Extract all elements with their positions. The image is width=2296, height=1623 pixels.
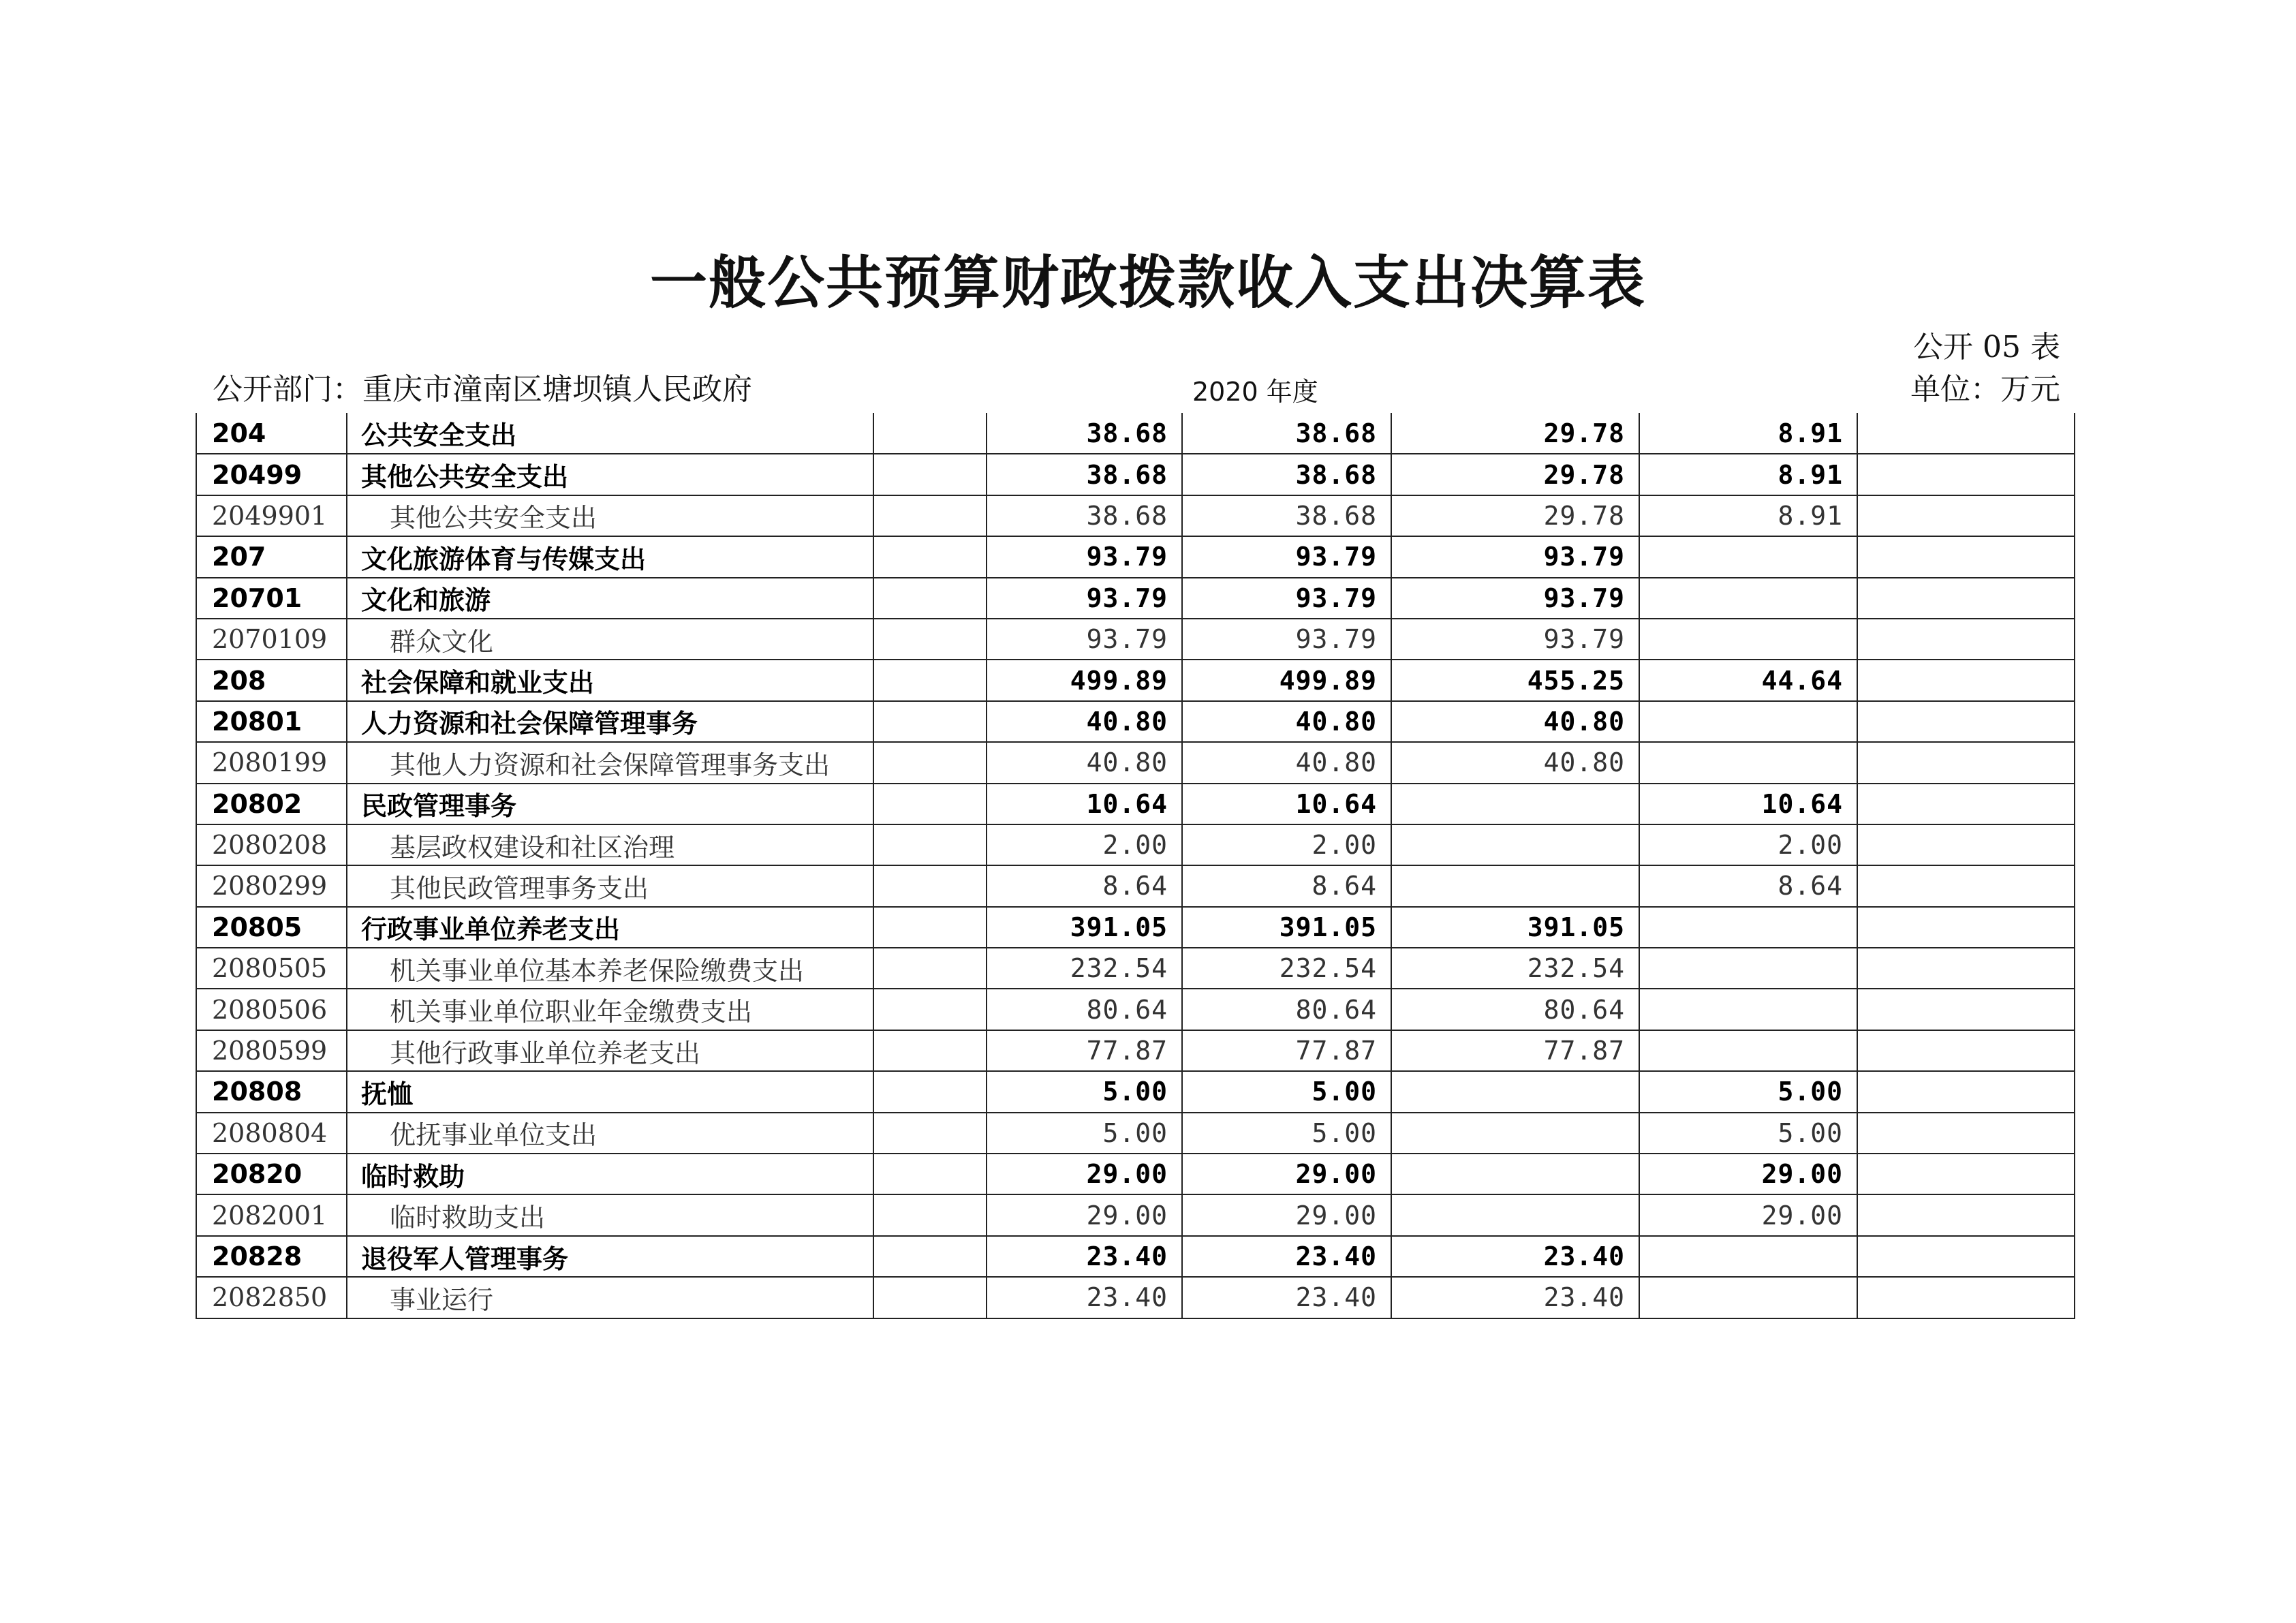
- table-title: 一般公共预算财政拨款收入支出决算表: [649, 249, 1646, 316]
- cell-code: 20828: [196, 1236, 347, 1277]
- cell-subtotal: 40.80: [1182, 742, 1391, 783]
- table-row: [196, 619, 2075, 660]
- cell-project-expenditure: 8.91: [1639, 454, 1857, 495]
- cell-blank: [873, 701, 987, 742]
- cell-project-expenditure: [1639, 701, 1857, 742]
- cell-blank: [873, 495, 987, 536]
- cell-name: 文化旅游体育与传媒支出: [347, 536, 873, 577]
- cell-code: 20701: [196, 578, 347, 619]
- table-row: [196, 1277, 2075, 1318]
- cell-subtotal: 38.68: [1182, 413, 1391, 454]
- cell-blank: [873, 1154, 987, 1194]
- cell-subtotal: 80.64: [1182, 989, 1391, 1030]
- cell-name: 抚恤: [347, 1071, 873, 1112]
- cell-name: 群众文化: [347, 619, 873, 660]
- cell-basic-expenditure: 455.25: [1391, 660, 1639, 700]
- cell-blank: [873, 865, 987, 906]
- table-row: [196, 865, 2075, 906]
- cell-extra: [1857, 495, 2075, 536]
- cell-code: 20808: [196, 1071, 347, 1112]
- cell-basic-expenditure: [1391, 1113, 1639, 1154]
- cell-extra: [1857, 454, 2075, 495]
- table-row: [196, 413, 2075, 454]
- cell-extra: [1857, 742, 2075, 783]
- cell-blank: [873, 1113, 987, 1154]
- cell-name: 民政管理事务: [347, 784, 873, 824]
- cell-extra: [1857, 536, 2075, 577]
- cell-subtotal: 77.87: [1182, 1030, 1391, 1071]
- cell-blank: [873, 948, 987, 989]
- cell-blank: [873, 989, 987, 1030]
- cell-project-expenditure: [1639, 536, 1857, 577]
- cell-subtotal: 23.40: [1182, 1277, 1391, 1318]
- cell-project-expenditure: 8.64: [1639, 865, 1857, 906]
- cell-project-expenditure: 2.00: [1639, 824, 1857, 865]
- cell-basic-expenditure: 77.87: [1391, 1030, 1639, 1071]
- cell-name: 机关事业单位基本养老保险缴费支出: [347, 948, 873, 989]
- cell-code: 20802: [196, 784, 347, 824]
- cell-total: 2.00: [987, 824, 1182, 865]
- cell-basic-expenditure: 93.79: [1391, 578, 1639, 619]
- cell-code: 2082850: [196, 1277, 347, 1318]
- cell-blank: [873, 824, 987, 865]
- cell-name: 事业运行: [347, 1277, 873, 1318]
- cell-subtotal: 40.80: [1182, 701, 1391, 742]
- cell-subtotal: 8.64: [1182, 865, 1391, 906]
- table-row: [196, 1154, 2075, 1194]
- cell-blank: [873, 1194, 987, 1235]
- cell-name: 其他公共安全支出: [347, 454, 873, 495]
- cell-total: 5.00: [987, 1071, 1182, 1112]
- cell-total: 391.05: [987, 907, 1182, 948]
- cell-extra: [1857, 989, 2075, 1030]
- table-row: [196, 948, 2075, 989]
- cell-total: 23.40: [987, 1277, 1182, 1318]
- cell-total: 8.64: [987, 865, 1182, 906]
- cell-code: 2082001: [196, 1194, 347, 1235]
- cell-code: 2080208: [196, 824, 347, 865]
- cell-basic-expenditure: 29.78: [1391, 454, 1639, 495]
- cell-code: 2080505: [196, 948, 347, 989]
- cell-extra: [1857, 578, 2075, 619]
- cell-name: 机关事业单位职业年金缴费支出: [347, 989, 873, 1030]
- table-row: [196, 454, 2075, 495]
- cell-name: 退役军人管理事务: [347, 1236, 873, 1277]
- cell-name: 临时救助: [347, 1154, 873, 1194]
- cell-project-expenditure: 10.64: [1639, 784, 1857, 824]
- cell-project-expenditure: 5.00: [1639, 1113, 1857, 1154]
- cell-blank: [873, 578, 987, 619]
- cell-project-expenditure: [1639, 742, 1857, 783]
- cell-subtotal: 499.89: [1182, 660, 1391, 700]
- table-row: [196, 536, 2075, 577]
- cell-total: 38.68: [987, 454, 1182, 495]
- cell-total: 29.00: [987, 1154, 1182, 1194]
- cell-subtotal: 93.79: [1182, 536, 1391, 577]
- cell-project-expenditure: 5.00: [1639, 1071, 1857, 1112]
- table-row: [196, 660, 2075, 700]
- cell-subtotal: 38.68: [1182, 495, 1391, 536]
- table-row: [196, 989, 2075, 1030]
- cell-blank: [873, 413, 987, 454]
- cell-code: 2070109: [196, 619, 347, 660]
- table-row: [196, 1236, 2075, 1277]
- cell-code: 207: [196, 536, 347, 577]
- cell-basic-expenditure: [1391, 1071, 1639, 1112]
- cell-extra: [1857, 1071, 2075, 1112]
- cell-project-expenditure: [1639, 619, 1857, 660]
- cell-extra: [1857, 865, 2075, 906]
- table-row: [196, 701, 2075, 742]
- table-row: [196, 1194, 2075, 1235]
- cell-code: 2080299: [196, 865, 347, 906]
- cell-total: 232.54: [987, 948, 1182, 989]
- cell-name: 行政事业单位养老支出: [347, 907, 873, 948]
- table-row: [196, 1071, 2075, 1112]
- cell-total: 38.68: [987, 413, 1182, 454]
- cell-blank: [873, 784, 987, 824]
- cell-basic-expenditure: 93.79: [1391, 536, 1639, 577]
- cell-code: 2080199: [196, 742, 347, 783]
- cell-name: 文化和旅游: [347, 578, 873, 619]
- table-row: [196, 578, 2075, 619]
- cell-subtotal: 5.00: [1182, 1113, 1391, 1154]
- cell-basic-expenditure: 93.79: [1391, 619, 1639, 660]
- cell-blank: [873, 742, 987, 783]
- cell-basic-expenditure: 23.40: [1391, 1277, 1639, 1318]
- cell-name: 优抚事业单位支出: [347, 1113, 873, 1154]
- cell-basic-expenditure: [1391, 1194, 1639, 1235]
- cell-total: 23.40: [987, 1236, 1182, 1277]
- cell-basic-expenditure: 29.78: [1391, 495, 1639, 536]
- cell-project-expenditure: [1639, 578, 1857, 619]
- cell-code: 2080506: [196, 989, 347, 1030]
- cell-name: 人力资源和社会保障管理事务: [347, 701, 873, 742]
- cell-basic-expenditure: [1391, 865, 1639, 906]
- cell-code: 204: [196, 413, 347, 454]
- cell-total: 40.80: [987, 701, 1182, 742]
- cell-code: 20805: [196, 907, 347, 948]
- cell-code: 2049901: [196, 495, 347, 536]
- table-row: [196, 907, 2075, 948]
- cell-total: 77.87: [987, 1030, 1182, 1071]
- cell-code: 20801: [196, 701, 347, 742]
- cell-extra: [1857, 701, 2075, 742]
- cell-blank: [873, 1277, 987, 1318]
- cell-extra: [1857, 1154, 2075, 1194]
- cell-total: 80.64: [987, 989, 1182, 1030]
- cell-extra: [1857, 619, 2075, 660]
- cell-subtotal: 232.54: [1182, 948, 1391, 989]
- cell-blank: [873, 660, 987, 700]
- cell-extra: [1857, 907, 2075, 948]
- cell-extra: [1857, 1236, 2075, 1277]
- cell-total: 29.00: [987, 1194, 1182, 1235]
- cell-basic-expenditure: [1391, 824, 1639, 865]
- cell-project-expenditure: [1639, 989, 1857, 1030]
- cell-name: 临时救助支出: [347, 1194, 873, 1235]
- cell-subtotal: 93.79: [1182, 619, 1391, 660]
- department-label: 公开部门：重庆市潼南区塘坝镇人民政府: [213, 372, 752, 407]
- cell-project-expenditure: [1639, 1030, 1857, 1071]
- cell-name: 基层政权建设和社区治理: [347, 824, 873, 865]
- cell-blank: [873, 1030, 987, 1071]
- cell-project-expenditure: [1639, 907, 1857, 948]
- cell-code: 208: [196, 660, 347, 700]
- table-row: [196, 1113, 2075, 1154]
- cell-subtotal: 29.00: [1182, 1194, 1391, 1235]
- cell-basic-expenditure: 40.80: [1391, 742, 1639, 783]
- cell-subtotal: 38.68: [1182, 454, 1391, 495]
- table-row: [196, 784, 2075, 824]
- cell-blank: [873, 1071, 987, 1112]
- cell-extra: [1857, 1113, 2075, 1154]
- cell-extra: [1857, 824, 2075, 865]
- cell-extra: [1857, 1030, 2075, 1071]
- cell-total: 499.89: [987, 660, 1182, 700]
- cell-subtotal: 93.79: [1182, 578, 1391, 619]
- cell-code: 2080804: [196, 1113, 347, 1154]
- cell-extra: [1857, 1194, 2075, 1235]
- form-number: 公开 05 表: [1913, 330, 2060, 365]
- cell-total: 93.79: [987, 619, 1182, 660]
- cell-total: 93.79: [987, 578, 1182, 619]
- cell-subtotal: 23.40: [1182, 1236, 1391, 1277]
- cell-name: 其他行政事业单位养老支出: [347, 1030, 873, 1071]
- cell-subtotal: 391.05: [1182, 907, 1391, 948]
- cell-extra: [1857, 948, 2075, 989]
- cell-total: 38.68: [987, 495, 1182, 536]
- cell-project-expenditure: [1639, 1277, 1857, 1318]
- cell-code: 20820: [196, 1154, 347, 1194]
- cell-project-expenditure: 29.00: [1639, 1194, 1857, 1235]
- cell-project-expenditure: 8.91: [1639, 413, 1857, 454]
- unit-label: 单位：万元: [1910, 372, 2060, 407]
- cell-basic-expenditure: 391.05: [1391, 907, 1639, 948]
- cell-basic-expenditure: 29.78: [1391, 413, 1639, 454]
- cell-blank: [873, 454, 987, 495]
- cell-blank: [873, 1236, 987, 1277]
- table-row: [196, 1030, 2075, 1071]
- cell-blank: [873, 536, 987, 577]
- cell-name: 其他人力资源和社会保障管理事务支出: [347, 742, 873, 783]
- cell-project-expenditure: [1639, 1236, 1857, 1277]
- cell-name: 公共安全支出: [347, 413, 873, 454]
- cell-code: 2080599: [196, 1030, 347, 1071]
- cell-basic-expenditure: 23.40: [1391, 1236, 1639, 1277]
- cell-total: 93.79: [987, 536, 1182, 577]
- cell-extra: [1857, 784, 2075, 824]
- cell-project-expenditure: [1639, 948, 1857, 989]
- cell-basic-expenditure: [1391, 1154, 1639, 1194]
- cell-total: 5.00: [987, 1113, 1182, 1154]
- cell-code: 20499: [196, 454, 347, 495]
- cell-project-expenditure: 8.91: [1639, 495, 1857, 536]
- table-row: [196, 824, 2075, 865]
- table-row: [196, 742, 2075, 783]
- budget-table: [196, 413, 2075, 1319]
- cell-subtotal: 10.64: [1182, 784, 1391, 824]
- cell-blank: [873, 619, 987, 660]
- cell-subtotal: 2.00: [1182, 824, 1391, 865]
- cell-basic-expenditure: 40.80: [1391, 701, 1639, 742]
- cell-extra: [1857, 1277, 2075, 1318]
- cell-subtotal: 29.00: [1182, 1154, 1391, 1194]
- cell-basic-expenditure: 232.54: [1391, 948, 1639, 989]
- cell-extra: [1857, 660, 2075, 700]
- table-row: [196, 495, 2075, 536]
- cell-subtotal: 5.00: [1182, 1071, 1391, 1112]
- cell-total: 40.80: [987, 742, 1182, 783]
- cell-basic-expenditure: [1391, 784, 1639, 824]
- cell-blank: [873, 907, 987, 948]
- cell-name: 其他民政管理事务支出: [347, 865, 873, 906]
- cell-name: 其他公共安全支出: [347, 495, 873, 536]
- cell-extra: [1857, 413, 2075, 454]
- cell-total: 10.64: [987, 784, 1182, 824]
- cell-name: 社会保障和就业支出: [347, 660, 873, 700]
- fiscal-year: 2020 年度: [1192, 377, 1318, 407]
- cell-basic-expenditure: 80.64: [1391, 989, 1639, 1030]
- cell-project-expenditure: 29.00: [1639, 1154, 1857, 1194]
- cell-project-expenditure: 44.64: [1639, 660, 1857, 700]
